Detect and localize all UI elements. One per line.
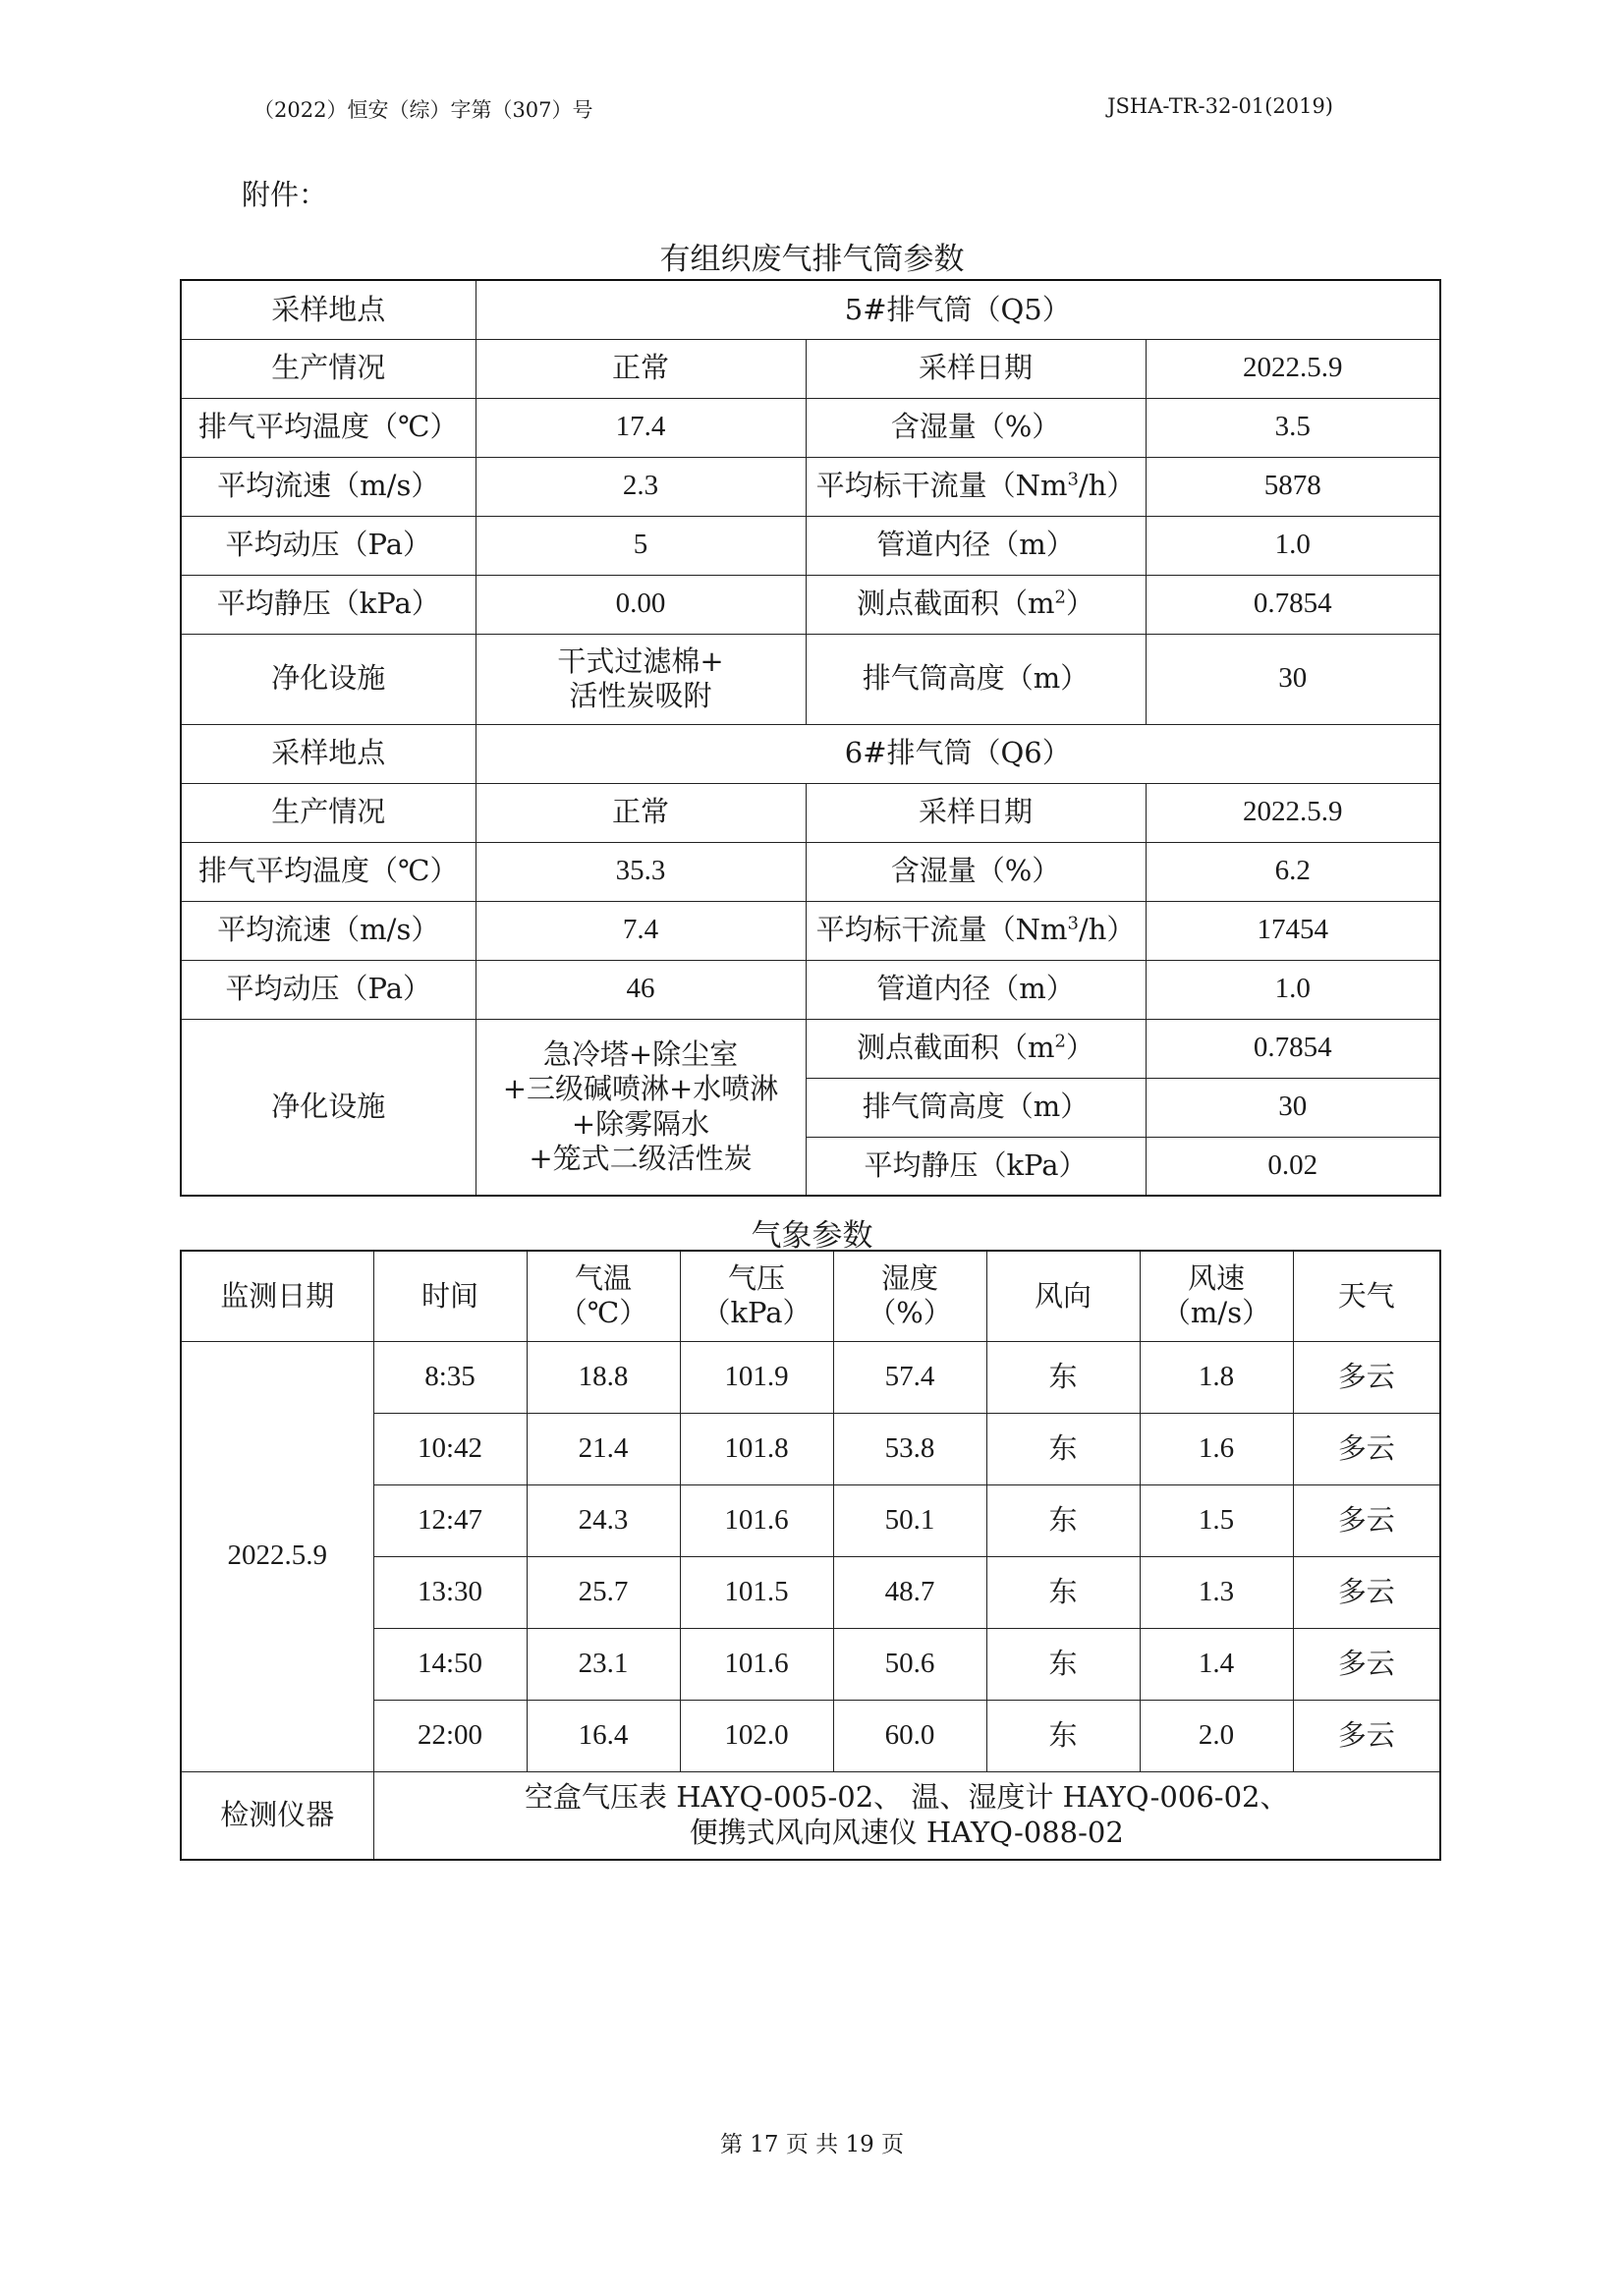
flow-label-sup: 3 <box>1067 469 1079 490</box>
weather-cell: 多云 <box>1293 1341 1440 1413</box>
wind-speed-cell: 2.0 <box>1140 1700 1293 1771</box>
temp-cell: 23.1 <box>527 1628 680 1700</box>
humidity-cell: 53.8 <box>833 1413 986 1484</box>
diameter-label: 管道内径（m） <box>806 516 1146 575</box>
wind-speed-cell: 1.3 <box>1140 1556 1293 1628</box>
humidity-cell: 50.1 <box>833 1484 986 1556</box>
velocity-value: 2.3 <box>476 457 806 516</box>
wind-direction-cell: 东 <box>986 1484 1140 1556</box>
flow-value: 5878 <box>1146 457 1440 516</box>
site-value: 5#排气筒（Q5） <box>476 280 1440 339</box>
instrument-label: 检测仪器 <box>181 1771 373 1860</box>
table-row <box>181 339 1440 398</box>
static-pressure-value: 0.00 <box>476 575 806 634</box>
stack-table-title: 有组织废气排气筒参数 <box>659 242 965 277</box>
header-line: 湿度 <box>880 1260 938 1295</box>
page-number: 第 17 页 共 19 页 <box>719 2132 905 2157</box>
table-row <box>181 1019 1440 1078</box>
purification-line: 干式过滤棉+ <box>557 644 724 678</box>
velocity-label: 平均流速（m/s） <box>181 457 476 516</box>
column-header-pressure <box>680 1251 833 1341</box>
stack-parameters-table <box>180 279 1441 1197</box>
table-row <box>181 575 1440 634</box>
flow-label-pre: 平均标干流量（Nm <box>815 469 1068 503</box>
stack-height-value: 30 <box>1146 634 1440 724</box>
column-header-date: 监测日期 <box>181 1251 373 1341</box>
column-header-humidity <box>833 1251 986 1341</box>
temperature-label: 排气平均温度（℃） <box>181 842 476 901</box>
section-area-value: 0.7854 <box>1146 1019 1440 1078</box>
stack-height-value: 30 <box>1146 1078 1440 1137</box>
flow-label-post: /h） <box>1078 469 1136 503</box>
purification-value <box>476 1019 806 1196</box>
wind-direction-cell: 东 <box>986 1556 1140 1628</box>
static-pressure-label: 平均静压（kPa） <box>806 1137 1146 1196</box>
site-value: 6#排气筒（Q6） <box>476 724 1440 783</box>
temp-cell: 21.4 <box>527 1413 680 1484</box>
sampling-date-value: 2022.5.9 <box>1146 783 1440 842</box>
table-row <box>181 398 1440 457</box>
production-label: 生产情况 <box>181 783 476 842</box>
table-row <box>181 783 1440 842</box>
temp-cell: 18.8 <box>527 1341 680 1413</box>
header-line: 气温 <box>574 1260 632 1295</box>
pressure-cell: 101.5 <box>680 1556 833 1628</box>
wind-direction-cell: 东 <box>986 1413 1140 1484</box>
table-row <box>181 724 1440 783</box>
column-header-temp <box>527 1251 680 1341</box>
area-label-post: ） <box>1065 587 1094 621</box>
weather-cell: 多云 <box>1293 1484 1440 1556</box>
humidity-cell: 48.7 <box>833 1556 986 1628</box>
wind-speed-cell: 1.5 <box>1140 1484 1293 1556</box>
site-label: 采样地点 <box>181 724 476 783</box>
dynamic-pressure-label: 平均动压（Pa） <box>181 516 476 575</box>
column-header-wind-direction: 风向 <box>986 1251 1140 1341</box>
header-line: （%） <box>868 1296 952 1330</box>
column-header-weather: 天气 <box>1293 1251 1440 1341</box>
pressure-cell: 101.8 <box>680 1413 833 1484</box>
sampling-date-value: 2022.5.9 <box>1146 339 1440 398</box>
purification-value <box>476 634 806 724</box>
temp-cell: 24.3 <box>527 1484 680 1556</box>
time-cell: 12:47 <box>373 1484 527 1556</box>
moisture-value: 3.5 <box>1146 398 1440 457</box>
monitoring-date: 2022.5.9 <box>181 1341 373 1771</box>
sampling-date-label: 采样日期 <box>806 339 1146 398</box>
weather-cell: 多云 <box>1293 1628 1440 1700</box>
section-area-value: 0.7854 <box>1146 575 1440 634</box>
diameter-value: 1.0 <box>1146 960 1440 1019</box>
humidity-cell: 50.6 <box>833 1628 986 1700</box>
table-row <box>181 280 1440 339</box>
flow-label <box>806 901 1146 960</box>
weather-parameters-table <box>180 1250 1441 1861</box>
velocity-label: 平均流速（m/s） <box>181 901 476 960</box>
time-cell: 10:42 <box>373 1413 527 1484</box>
humidity-cell: 57.4 <box>833 1341 986 1413</box>
purification-line: +三级碱喷淋+水喷淋 <box>502 1072 779 1106</box>
wind-speed-cell: 1.6 <box>1140 1413 1293 1484</box>
instrument-line: 便携式风向风速仪 HAYQ-088-02 <box>689 1815 1124 1849</box>
site-label: 采样地点 <box>181 280 476 339</box>
temperature-value: 17.4 <box>476 398 806 457</box>
purification-line: +除雾隔水 <box>571 1106 710 1141</box>
flow-value: 17454 <box>1146 901 1440 960</box>
production-value: 正常 <box>476 339 806 398</box>
purification-line: 活性炭吸附 <box>569 679 712 712</box>
purification-line: +笼式二级活性炭 <box>529 1142 753 1176</box>
static-pressure-label: 平均静压（kPa） <box>181 575 476 634</box>
area-label-pre: 测点截面积（m <box>857 1031 1055 1065</box>
pressure-cell: 101.6 <box>680 1484 833 1556</box>
attachment-label: 附件： <box>242 178 328 211</box>
wind-direction-cell: 东 <box>986 1341 1140 1413</box>
pressure-cell: 101.6 <box>680 1628 833 1700</box>
column-header-wind-speed <box>1140 1251 1293 1341</box>
purification-label: 净化设施 <box>181 634 476 724</box>
header-line: 风速 <box>1187 1260 1245 1295</box>
pressure-cell: 101.9 <box>680 1341 833 1413</box>
time-cell: 14:50 <box>373 1628 527 1700</box>
temp-cell: 16.4 <box>527 1700 680 1771</box>
moisture-label: 含湿量（%） <box>806 398 1146 457</box>
header-line: （℃） <box>558 1296 648 1330</box>
purification-line: 急冷塔+除尘室 <box>542 1037 739 1071</box>
table-row <box>181 1771 1440 1860</box>
header-line: （m/s） <box>1161 1296 1271 1330</box>
diameter-label: 管道内径（m） <box>806 960 1146 1019</box>
document-number: （2022）恒安（综）字第（307）号 <box>253 98 593 122</box>
header-line: （kPa） <box>701 1296 812 1330</box>
temperature-value: 35.3 <box>476 842 806 901</box>
wind-speed-cell: 1.8 <box>1140 1341 1293 1413</box>
pressure-cell: 102.0 <box>680 1700 833 1771</box>
table-header-row <box>181 1251 1440 1341</box>
section-area-label <box>806 575 1146 634</box>
table-row <box>181 516 1440 575</box>
velocity-value: 7.4 <box>476 901 806 960</box>
dynamic-pressure-value: 5 <box>476 516 806 575</box>
static-pressure-value: 0.02 <box>1146 1137 1440 1196</box>
table-row <box>181 1341 1440 1413</box>
moisture-label: 含湿量（%） <box>806 842 1146 901</box>
instrument-line: 空盒气压表 HAYQ-005-02、 温、湿度计 HAYQ-006-02、 <box>525 1780 1289 1815</box>
area-label-pre: 测点截面积（m <box>857 587 1055 621</box>
table-row <box>181 901 1440 960</box>
time-cell: 22:00 <box>373 1700 527 1771</box>
flow-label-sup: 3 <box>1067 913 1079 934</box>
weather-cell: 多云 <box>1293 1700 1440 1771</box>
flow-label-post: /h） <box>1078 913 1136 947</box>
time-cell: 8:35 <box>373 1341 527 1413</box>
area-label-post: ） <box>1065 1031 1094 1065</box>
weather-table-title: 气象参数 <box>751 1218 873 1254</box>
instrument-value <box>373 1771 1440 1860</box>
table-row <box>181 634 1440 724</box>
weather-cell: 多云 <box>1293 1556 1440 1628</box>
production-label: 生产情况 <box>181 339 476 398</box>
weather-cell: 多云 <box>1293 1413 1440 1484</box>
table-row <box>181 960 1440 1019</box>
time-cell: 13:30 <box>373 1556 527 1628</box>
temperature-label: 排气平均温度（℃） <box>181 398 476 457</box>
header-line: 气压 <box>727 1260 785 1295</box>
wind-speed-cell: 1.4 <box>1140 1628 1293 1700</box>
dynamic-pressure-value: 46 <box>476 960 806 1019</box>
section-area-label <box>806 1019 1146 1078</box>
sampling-date-label: 采样日期 <box>806 783 1146 842</box>
area-label-sup: 2 <box>1054 587 1066 608</box>
dynamic-pressure-label: 平均动压（Pa） <box>181 960 476 1019</box>
temp-cell: 25.7 <box>527 1556 680 1628</box>
flow-label <box>806 457 1146 516</box>
production-value: 正常 <box>476 783 806 842</box>
stack-height-label: 排气筒高度（m） <box>806 634 1146 724</box>
moisture-value: 6.2 <box>1146 842 1440 901</box>
wind-direction-cell: 东 <box>986 1700 1140 1771</box>
wind-direction-cell: 东 <box>986 1628 1140 1700</box>
diameter-value: 1.0 <box>1146 516 1440 575</box>
humidity-cell: 60.0 <box>833 1700 986 1771</box>
stack-height-label: 排气筒高度（m） <box>806 1078 1146 1137</box>
area-label-sup: 2 <box>1054 1031 1066 1052</box>
column-header-time: 时间 <box>373 1251 527 1341</box>
table-row <box>181 457 1440 516</box>
table-row <box>181 842 1440 901</box>
purification-label: 净化设施 <box>181 1019 476 1196</box>
flow-label-pre: 平均标干流量（Nm <box>815 913 1068 947</box>
form-code: JSHA-TR-32-01(2019) <box>1107 94 1333 118</box>
